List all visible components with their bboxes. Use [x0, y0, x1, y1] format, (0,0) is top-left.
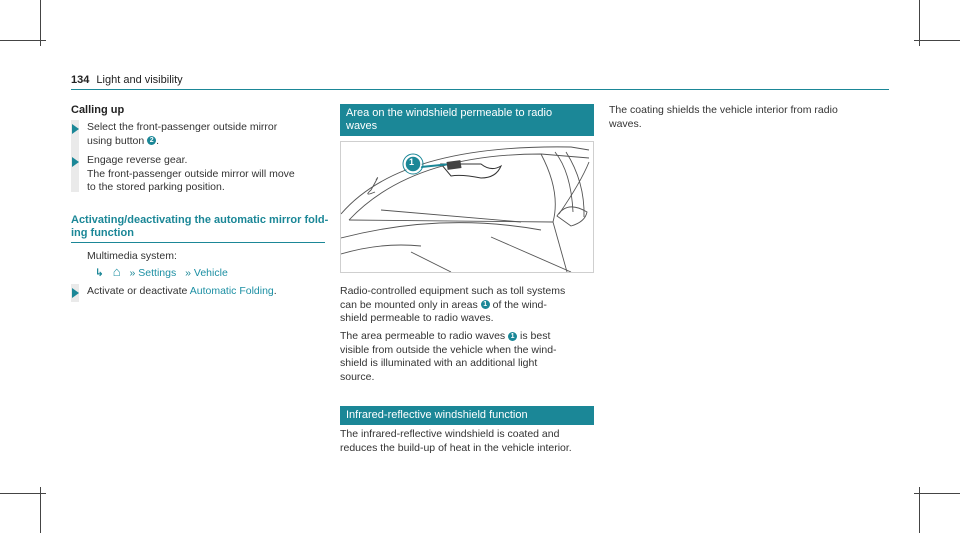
windshield-drawing: [341, 142, 593, 272]
step2-line: Engage reverse gear.: [87, 154, 188, 166]
infrared-line2: reduces the build-up of heat in the vehicle interior.: [340, 441, 572, 454]
callout-badge-2: 2: [147, 136, 156, 145]
header-rule: [71, 89, 889, 90]
calling-up-step2: [87, 154, 295, 195]
step2c-line: to the stored parking position.: [87, 181, 225, 193]
calling-up-title: Calling up: [71, 104, 125, 116]
crop-mark: [914, 40, 960, 41]
p1-line2: can be mounted only in areas 1 of the wind-: [340, 298, 547, 311]
p1-line1: Radio-controlled equipment such as toll systems: [340, 285, 566, 297]
coating-paragraph: [609, 104, 838, 131]
path-separator-icon: »: [185, 267, 191, 279]
path-arrow-icon: ↳: [95, 267, 104, 279]
p1-line3: shield permeable to radio waves.: [340, 312, 494, 324]
infrared-line1: The infrared-reflective windshield is coated and: [340, 428, 560, 440]
coating-line2: waves.: [609, 117, 642, 130]
automatic-folding-link[interactable]: Automatic Folding: [189, 285, 274, 297]
bullet-icon: [72, 124, 79, 134]
p2-line4: source.: [340, 370, 375, 383]
page-number: 134: [71, 74, 90, 86]
infrared-paragraph: [340, 428, 572, 455]
area-paragraph-2: [340, 330, 557, 384]
multimedia-label: Multimedia system:: [87, 250, 177, 262]
home-icon[interactable]: ⌂: [112, 264, 121, 279]
area-heading-line1: Area on the windshield permeable to radio: [346, 107, 553, 119]
callout-number: 1: [409, 157, 415, 167]
step2b-line: The front-passenger outside mirror will move: [87, 167, 295, 180]
infrared-heading-text: Infrared-reflective windshield function: [346, 409, 528, 421]
p2-line3: shield is illuminated with an additional light: [340, 357, 538, 369]
callout-badge-1: 1: [481, 300, 490, 309]
p2-line1: The area permeable to radio waves 1 is best: [340, 330, 551, 342]
step1-line: Select the front-passenger outside mirror: [87, 121, 278, 133]
infrared-heading: [340, 406, 594, 425]
step1b-line: using button 2 .: [87, 134, 160, 147]
page-header: [71, 74, 183, 86]
menu-item-settings[interactable]: Settings: [138, 267, 177, 279]
calling-up-step1: [87, 121, 277, 148]
crop-mark: [0, 493, 46, 494]
coating-line1: The coating shields the vehicle interior from radio: [609, 104, 838, 116]
windshield-illustration: [340, 141, 594, 273]
activating-title-line2: ing function: [71, 227, 134, 239]
area-heading-line2: waves: [346, 120, 378, 132]
path-separator-icon: »: [129, 267, 136, 279]
bullet-icon: [72, 288, 79, 298]
menu-path: [95, 265, 228, 281]
activating-step: Activate or deactivate Automatic Folding.: [87, 285, 277, 297]
p2-line2: visible from outside the vehicle when the wind-: [340, 343, 557, 356]
area-paragraph-1: [340, 285, 565, 326]
bullet-icon: [72, 157, 79, 167]
activating-title: [71, 214, 328, 240]
activating-rule: [71, 242, 325, 243]
activating-title-line1: Activating/deactivating the automatic mirror fold-: [71, 214, 329, 226]
area-heading: [340, 104, 594, 136]
menu-item-vehicle[interactable]: Vehicle: [193, 267, 228, 279]
crop-mark: [914, 493, 960, 494]
callout-badge-1: 1: [508, 332, 517, 341]
section-title: Light and visibility: [96, 74, 183, 86]
crop-mark: [0, 40, 46, 41]
